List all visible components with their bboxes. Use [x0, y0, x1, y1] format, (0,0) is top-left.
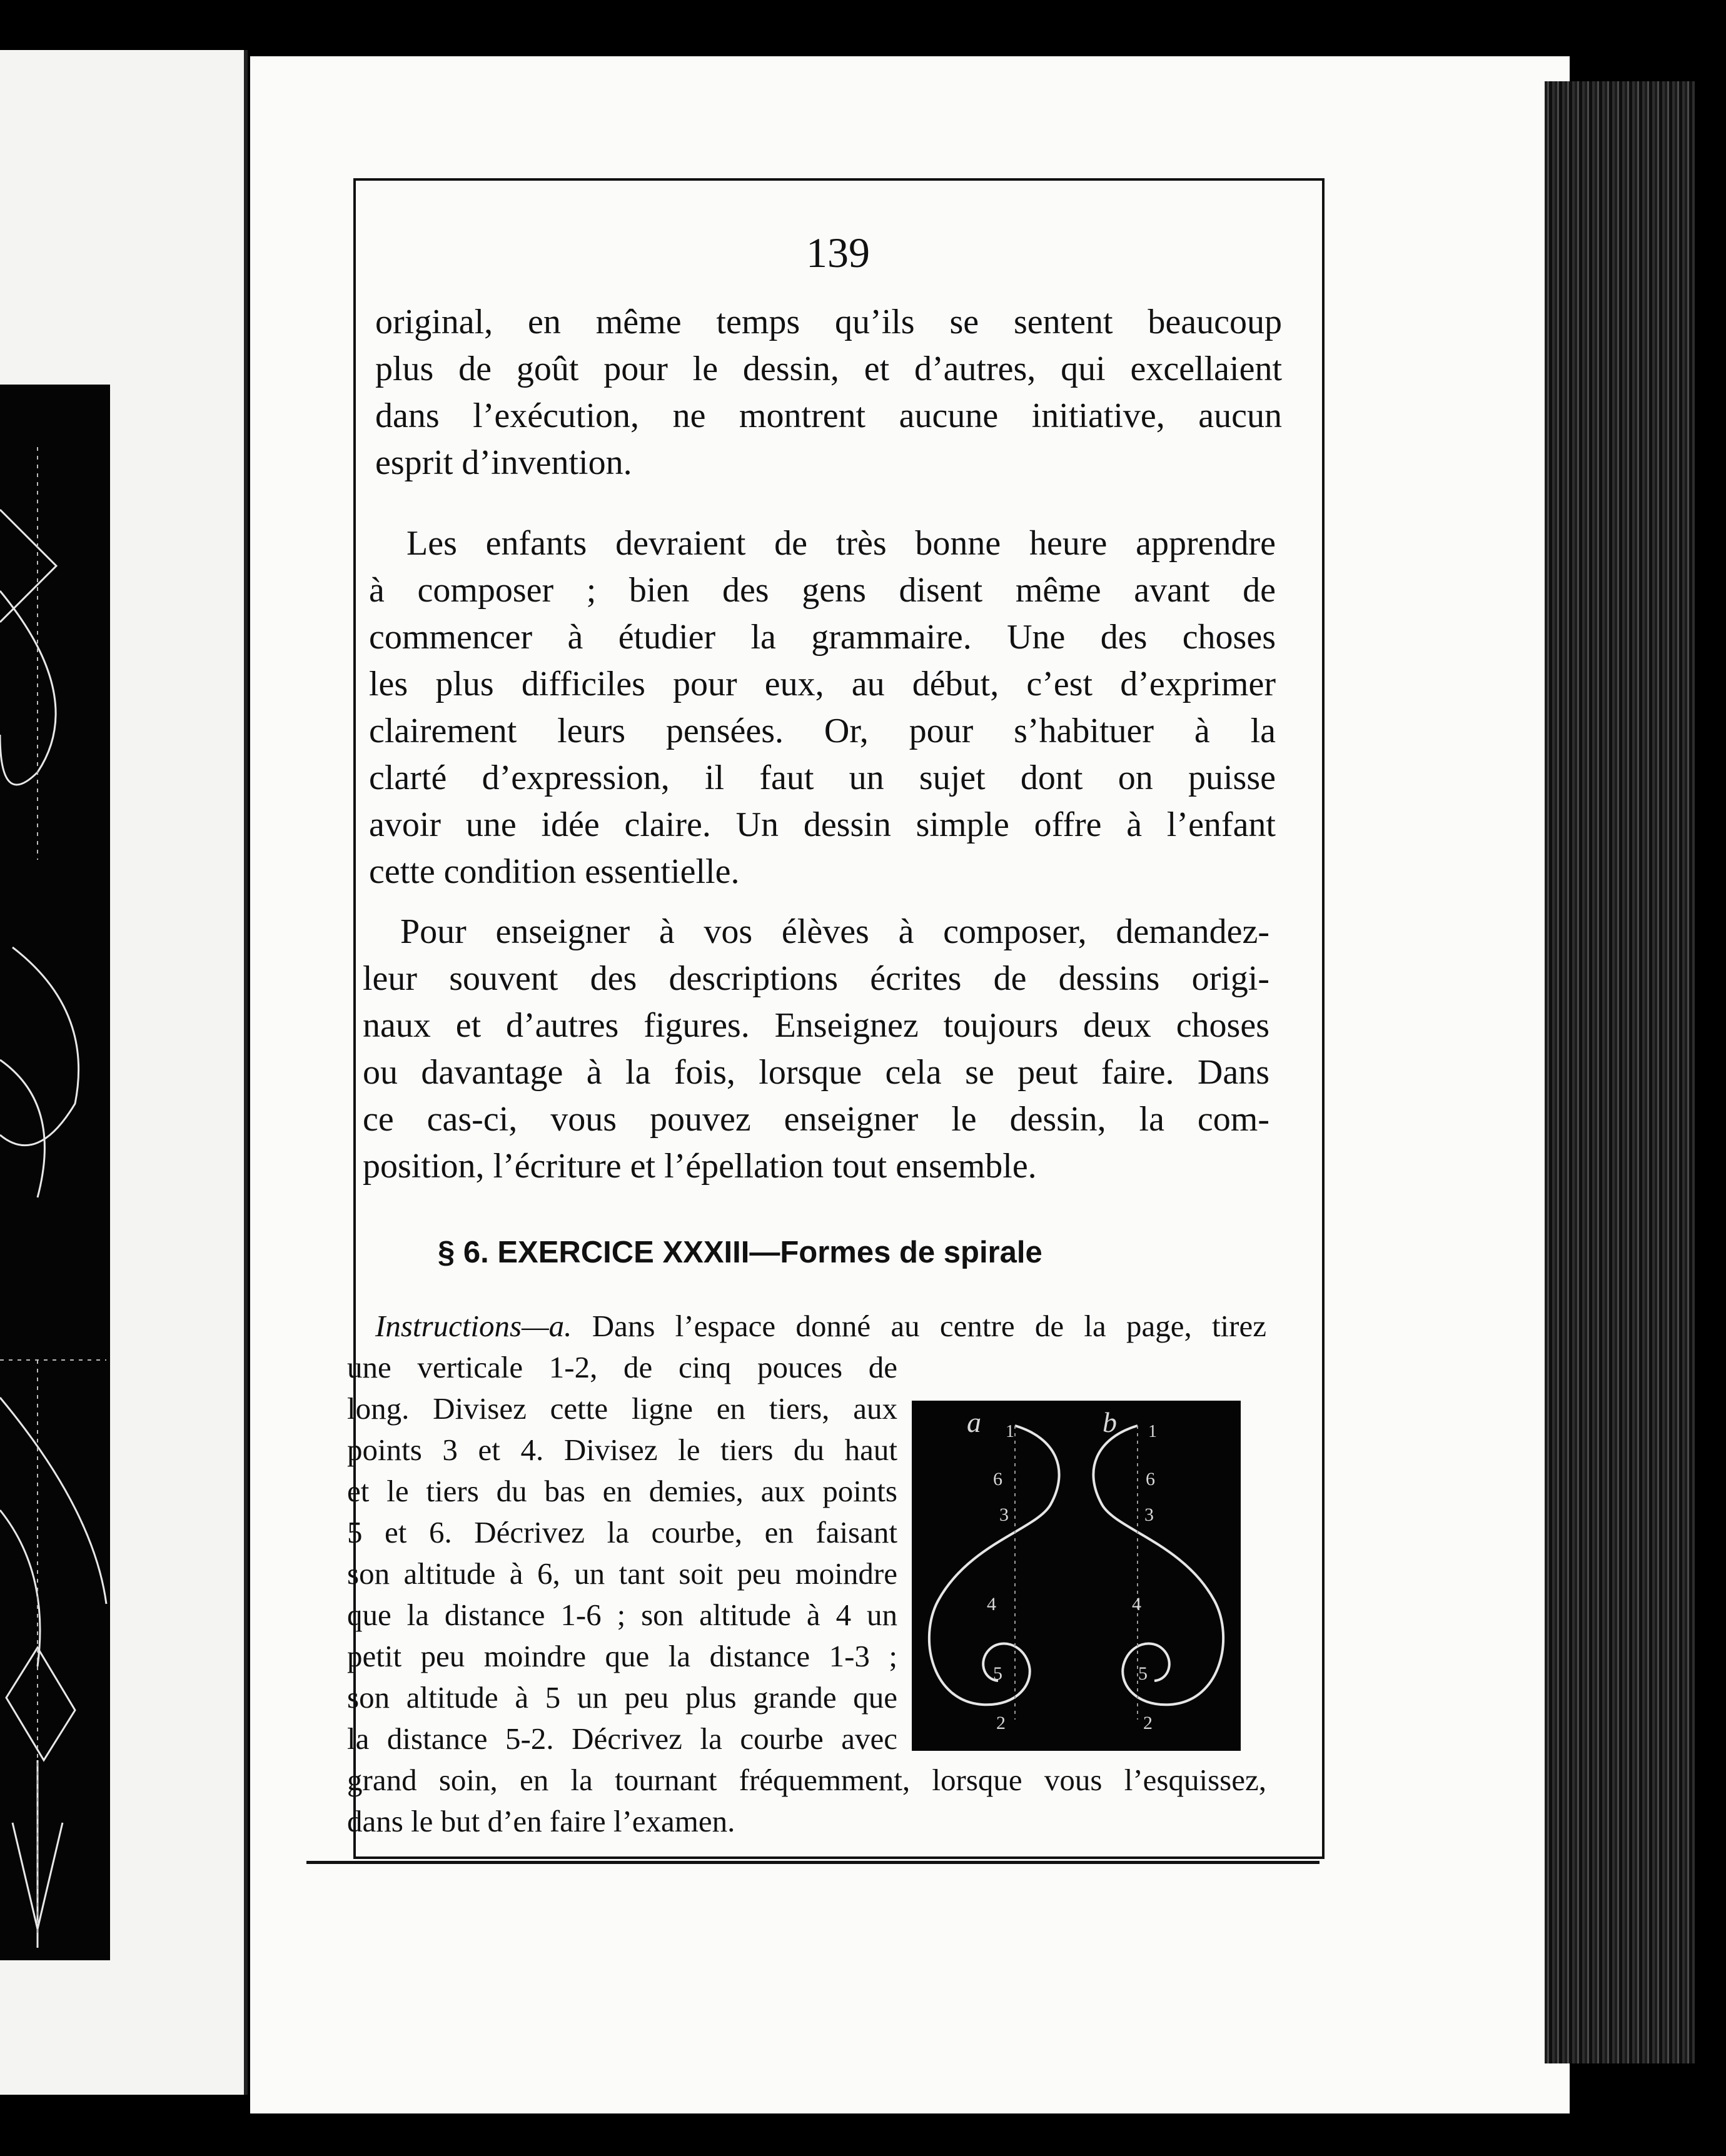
figure-label-b: b — [1103, 1406, 1117, 1438]
text-line: les plus difficiles pour eux, au début, c’est d’exprimer — [369, 665, 1276, 703]
paragraph-1 — [375, 299, 1282, 486]
text-line: clairement leurs pensées. Or, pour s’habituer à la — [369, 712, 1276, 750]
instructions-first-line — [347, 1306, 1266, 1347]
spiral-forms-image — [912, 1401, 1241, 1751]
text-line: à composer ; bien des gens disent même avant de — [369, 571, 1276, 610]
text-line: avoir une idée claire. Un dessin simple offre à l’enfant — [369, 805, 1276, 844]
text-line: naux et d’autres figures. Enseignez toujours deux choses — [363, 1006, 1269, 1045]
text-line: ce cas-ci, vous pouvez enseigner le dessin, la com- — [363, 1100, 1269, 1139]
text-line: ou davantage à la fois, lorsque cela se peut faire. Dans — [363, 1053, 1269, 1092]
point-label-3: 3 — [999, 1504, 1009, 1525]
text-line: que la distance 1-6 ; son altitude à 4 un — [347, 1598, 897, 1632]
spiral-curve-b — [1093, 1426, 1223, 1705]
instructions-first-line-text: Dans l’espace donné au centre de la page, tirez — [572, 1309, 1266, 1343]
text-line: dans l’exécution, ne montrent aucune initiative, aucun — [375, 396, 1282, 435]
paragraph-2 — [369, 520, 1276, 895]
facing-page — [0, 50, 248, 2095]
point-label-1: 1 — [1006, 1422, 1014, 1441]
point-label-4: 4 — [987, 1594, 996, 1614]
point-label-3: 3 — [1144, 1504, 1154, 1525]
text-line: commencer à étudier la grammaire. Une des choses — [369, 618, 1276, 657]
text-line: clarté d’expression, il faut un sujet dont on puisse — [369, 758, 1276, 797]
point-label-5: 5 — [1138, 1663, 1148, 1684]
text-line: position, l’écriture et l’épellation tout ensemble. — [363, 1147, 1037, 1186]
page-number: 139 — [806, 229, 870, 276]
text-line: long. Divisez cette ligne en tiers, aux — [347, 1391, 897, 1426]
point-label-2: 2 — [1143, 1713, 1153, 1733]
point-label-5: 5 — [993, 1663, 1002, 1684]
facing-page-plate-illustration — [0, 385, 110, 1960]
point-label-6: 6 — [993, 1469, 1002, 1489]
page-block-edges — [1545, 81, 1695, 2063]
section-heading: § 6. EXERCICE XXXIII—Formes de spirale — [438, 1236, 1042, 1269]
text-line: grand soin, en la tournant fréquemment, lorsque vous l’esquissez, — [347, 1763, 1266, 1797]
text-line: Les enfants devraient de très bonne heure apprendre — [406, 524, 1276, 563]
ornament-sketches-image — [0, 385, 110, 1960]
text-line: points 3 et 4. Divisez le tiers du haut — [347, 1433, 897, 1467]
point-label-6: 6 — [1146, 1469, 1155, 1489]
instructions-lead: Instructions—a. — [375, 1309, 572, 1343]
text-line: 5 et 6. Décrivez la courbe, en faisant — [347, 1515, 897, 1549]
text-line: Pour enseigner à vos élèves à composer, demandez- — [400, 912, 1269, 951]
text-line: esprit d’invention. — [375, 443, 632, 482]
text-line: la distance 5-2. Décrivez la courbe avec — [347, 1721, 897, 1756]
text-line: cette condition essentielle. — [369, 852, 740, 891]
text-line: dans le but d’en faire l’examen. — [347, 1804, 735, 1838]
text-line: leur souvent des descriptions écrites de dessins origi- — [363, 959, 1269, 998]
text-line: original, en même temps qu’ils se sentent beaucoup — [375, 303, 1282, 341]
text-line: petit peu moindre que la distance 1-3 ; — [347, 1639, 897, 1673]
text-line: plus de goût pour le dessin, et d’autres, qui excellaient — [375, 350, 1282, 388]
bottom-rule — [306, 1861, 1320, 1864]
text-line: et le tiers du bas en demies, aux points — [347, 1474, 897, 1508]
text-line: son altitude à 5 un peu plus grande que — [347, 1680, 897, 1715]
text-line: son altitude à 6, un tant soit peu moindre — [347, 1556, 897, 1591]
spiral-forms-figure — [912, 1401, 1241, 1751]
point-label-2: 2 — [996, 1713, 1006, 1733]
figure-label-a: a — [967, 1406, 981, 1438]
point-label-1: 1 — [1148, 1422, 1157, 1441]
text-line: une verticale 1-2, de cinq pouces de — [347, 1350, 897, 1384]
paragraph-3 — [363, 909, 1269, 1190]
point-label-4: 4 — [1132, 1594, 1141, 1614]
